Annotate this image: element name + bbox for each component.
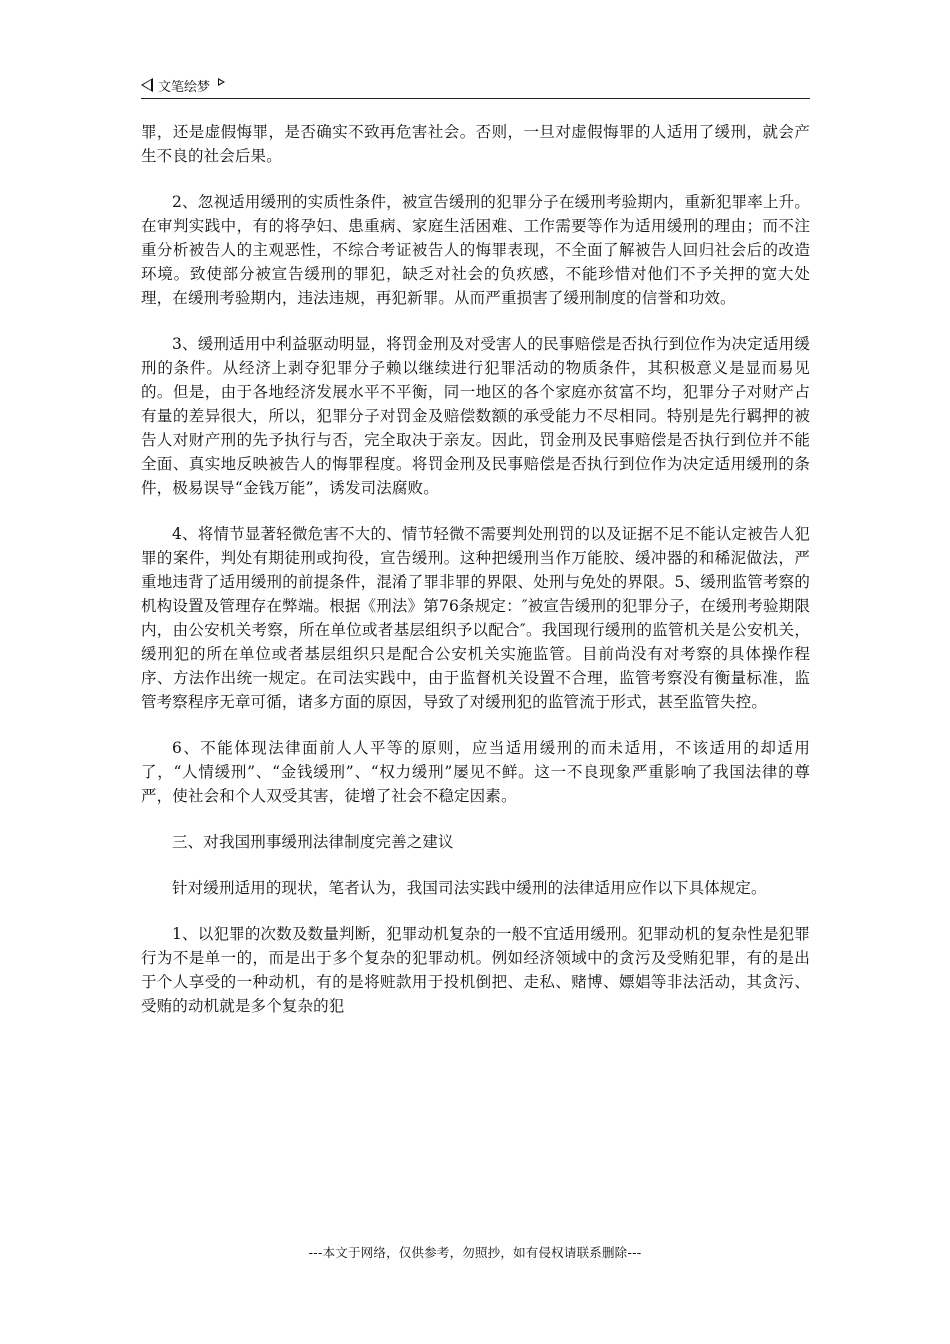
header-title: 文笔绘梦: [158, 79, 211, 95]
page-header: [141, 72, 810, 99]
paragraph-intro: 针对缓刑适用的现状，笔者认为，我国司法实践中缓刑的法律适用应作以下具体规定。: [172, 879, 767, 897]
section-heading: 三、对我国刑事缓刑法律制度完善之建议: [172, 833, 454, 851]
paragraph-item-2: 2、忽视适用缓刑的实质性条件，被宣告缓刑的犯罪分子在缓刑考验期内，重新犯罪率上升。在审判实践中，有的将孕妇、患重病、家庭生活困难、工作需要等作为适用缓刑的理由；而不注重分析被告人的主观恶性，不综合考证被告人的悔罪表现，不全面了解被告人回归社会后的改造环境。致使部分被宣告缓刑的罪犯，缺乏对社会的负疚感，不能珍惜对他们不予关押的宽大处理，在缓刑考验期内，违法违规，再犯新罪。从而严重损害了缓刑制度的信誉和功效。: [141, 193, 810, 307]
paragraph-continuation: 罪，还是虚假悔罪，是否确实不致再危害社会。否则，一旦对虚假悔罪的人适用了缓刑，就会产生不良的社会后果。: [141, 123, 810, 165]
document-body: [141, 120, 810, 1040]
page-footer: ---本文于网络，仅供参考，勿照抄，如有侵权请联系删除---: [308, 1245, 642, 1260]
triangle-right-icon: [218, 78, 225, 86]
paragraph-item-3: 3、缓刑适用中利益驱动明显，将罚金刑及对受害人的民事赔偿是否执行到位作为决定适用缓刑的条件。从经济上剥夺犯罪分子赖以继续进行犯罪活动的物质条件，其积极意义是显而易见的。但是，由于各地经济发展水平不平衡，同一地区的各个家庭亦贫富不均，犯罪分子对财产占有量的差异很大，所以，犯罪分子对罚金及赔偿数额的承受能力不尽相同。特别是先行羁押的被告人对财产刑的先予执行与否，完全取决于亲友。因此，罚金刑及民事赔偿是否执行到位并不能全面、真实地反映被告人的悔罪程度。将罚金刑及民事赔偿是否执行到位作为决定适用缓刑的条件，极易误导“金钱万能”，诱发司法腐败。: [141, 335, 810, 497]
paragraph-item-6: 6、不能体现法律面前人人平等的原则，应当适用缓刑的而未适用，不该适用的却适用了，“人情缓刑”、“金钱缓刑”、“权力缓刑”屡见不鲜。这一不良现象严重影响了我国法律的尊严，使社会和个人双受其害，徒增了社会不稳定因素。: [141, 739, 810, 805]
paragraph-item-4-5: 4、将情节显著轻微危害不大的、情节轻微不需要判处刑罚的以及证据不足不能认定被告人犯罪的案件，判处有期徒刑或拘役，宣告缓刑。这种把缓刑当作万能胶、缓冲器的和稀泥做法，严重地违背了适用缓刑的前提条件，混淆了罪非罪的界限、处刑与免处的界限。5、缓刑监管考察的机构设置及管理存在弊端。根据《刑法》第76条规定：″被宣告缓刑的犯罪分子，在缓刑考验期限内，由公安机关考察，所在单位或者基层组织予以配合″。我国现行缓刑的监管机关是公安机关，缓刑犯的所在单位或者基层组织只是配合公安机关实施监管。目前尚没有对考察的具体操作程序、方法作出统一规定。在司法实践中，由于监督机关设置不合理，监管考察没有衡量标准，监管考察程序无章可循，诸多方面的原因，导致了对缓刑犯的监管流于形式，甚至监管失控。: [141, 525, 810, 711]
triangle-left-icon: [141, 78, 153, 92]
paragraph-suggestion-1: 1、以犯罪的次数及数量判断，犯罪动机复杂的一般不宜适用缓刑。犯罪动机的复杂性是犯罪行为不是单一的，而是出于多个复杂的犯罪动机。例如经济领域中的贪污及受贿犯罪，有的是出于个人享受的一种动机，有的是将赃款用于投机倒把、走私、赌博、嫖娼等非法活动，其贪污、受贿的动机就是多个复杂的犯: [141, 925, 810, 1015]
